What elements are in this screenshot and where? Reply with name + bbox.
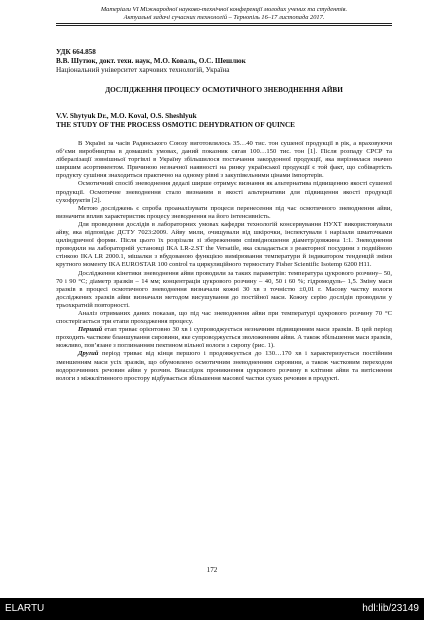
header-rule-2 xyxy=(56,25,392,26)
paragraph: В Україні за часів Радянського Союзу виготовлялось 35…40 тис. тон сушеної продукції в рік, а враховуючи об’єми виробництва в домашніх умовах, даний показник сягав 100…150 тис. тон [1]. Після розпаду СРСР та лібералізації зовнішньої торгівлі в Україну збільшилося постачання закордонної продукції, яка вирізнялася значно ширшим асортиментом. Причиною незначної наявності на ринку української продукції є той факт, що собівартість продукту сушіння знаходиться практично на одному рівні з закупівельними цінами імпортерів. xyxy=(56,140,392,180)
handle-id: hdl:lib/23149 xyxy=(362,603,419,614)
udc-code: УДК 664.858 xyxy=(56,48,96,56)
paper-title-en: THE STUDY OF THE PROCESS OSMOTIC DEHYDRATION OF QUINCE xyxy=(56,121,295,129)
paragraph: Аналіз отриманих даних показав, що під час зневоднення айви при температурі цукрового розчину 70 °C спостерігається три етапи проходження процесу. xyxy=(56,309,392,326)
paper-title-ua: ДОСЛІДЖЕННЯ ПРОЦЕСУ ОСМОТИЧНОГО ЗНЕВОДНЕННЯ АЙВИ xyxy=(105,86,343,94)
repository-name: ELARTU xyxy=(5,603,45,614)
repository-footer xyxy=(0,598,424,620)
authors-ua: В.В. Шутюк, докт. техн. наук, М.О. Коваль, О.С. Шешлюк xyxy=(56,57,246,65)
lead-word: Перший xyxy=(78,326,103,334)
paragraph: Дослідження кінетики зневоднення айви проводили за таких параметрів: температура цукрового розчину– 50, 70 і 90 °C; діаметр зразків – 14 мм; концентрація цукрового розчину – 40, 50 і 60 %; гідромодуль– 1,5. Зміну маси зразків в процесі осмотичного зневоднення визначали кожні 30 хв з точністю ±0,01 г. Масову частку вологи досліджених зразків айви визначали методом висушування до постійної маси. Кожну серію дослідів проводили у трьохкратній повторності. xyxy=(56,269,392,309)
paragraph: Метою досліджень є спроба проаналізувати процеси перенесення під час осмотичного зневоднення айви, визначити вплив характеристик процесу зневоднення на його інтенсивність. xyxy=(56,204,392,220)
header-line-2: Актуальні задачі сучасних технологій – Тернопіль 16–17 листопада 2017. xyxy=(123,14,325,21)
page-number: 172 xyxy=(206,566,218,574)
paragraph: Другий період триває від кінця першого і продовжується до 130…170 хв і характеризується постійним зменшенням маси усіх зразків, що обумовлено осмотичним зневодненням сировини, а також частковим переходом водорозчинних речовин айви у розчин. Внаслідок проникнення цукрового розчину в клітини айви та витіснення вологи з міжклітинного простору відбувається збільшення масової частки сухих речовин в продукті. xyxy=(56,350,392,382)
conference-header xyxy=(56,6,392,22)
authors-en: V.V. Shytyuk Dr., M.O. Koval, O.S. Sheshlyuk xyxy=(56,112,197,120)
paragraph: Осмотичний спосіб зневоднення дедалі ширше отримує визнання як альтернатива підвищенню якості сушеної продукції. Осмотичне зневоднення стало визнаним в якості альтернативи для підвищення якості продукції сухофруктів [2]. xyxy=(56,180,392,204)
header-line-1: Матеріали VI Міжнародної науково-технічної конференції молодих учених та студентів. xyxy=(100,6,348,13)
paper-body xyxy=(56,140,392,383)
affiliation: Національний університет харчових технологій, Україна xyxy=(56,66,230,74)
lead-word: Другий xyxy=(78,350,99,358)
paragraph: Перший етап триває орієнтовно 30 хв і супроводжується незначним підвищенням маси зразків. В цей період проходить часткове бланшування сировини, яке супроводжується зволоженням айви. А також збільшення маси зразків, можливо, пов’язане з поглинанням пектином вільної вологи з сиропу (рис. 1). xyxy=(56,326,392,350)
header-rule xyxy=(56,23,392,24)
paragraph: Для проведення дослідів в лабораторних умовах кафедри технологій консервування НУХТ використовували айву, яка відповідає ДСТУ 7023:2009. Айву мили, очищували від шкірочки, інспектували і нарізали шматочками циліндричної форми. Після цього їх розрізали зі збереженням співвідношення діаметр/довжина 1:1. Зневоднення проводили на лабораторній установці IKA LR-2.ST the Versatile, яка складається з реакторної посудини з подвійною стінкою IKA LR 2000.1, мішалки з вбудованою функцією вимірювання температури й індикатором тенденцій зміни крутного моменту IKA EUROSTAR 100 control та циркуляційного термостату Fisher Scientific Isotemp 6200 H11. xyxy=(56,220,392,269)
